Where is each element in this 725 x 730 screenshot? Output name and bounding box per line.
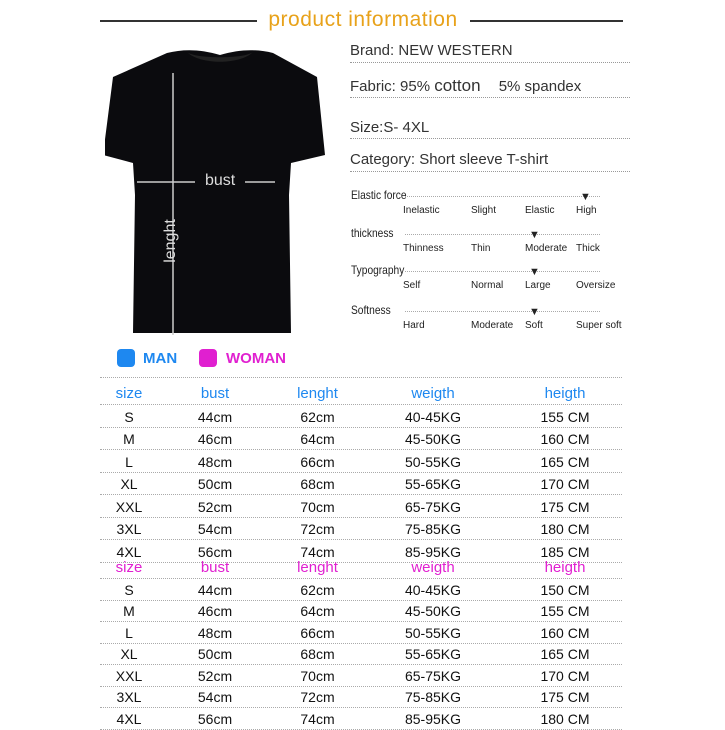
length-label: lenght	[162, 219, 179, 263]
fabric-main: cotton	[434, 76, 481, 95]
cell-size: 3XL	[116, 689, 142, 705]
man-legend-label: MAN	[143, 350, 178, 367]
cell-size: S	[124, 581, 134, 598]
table-row	[100, 518, 622, 540]
cell-bust: 48cm	[197, 624, 233, 641]
scale-title: thickness	[351, 226, 394, 240]
cell-height: 180 CM	[540, 710, 590, 727]
header-bust: bust	[200, 385, 230, 402]
cell-bust: 46cm	[197, 431, 233, 447]
cell-size: L	[125, 624, 133, 641]
table-row	[100, 708, 622, 730]
cell-bust: 44cm	[197, 408, 233, 425]
header-size: size	[115, 385, 143, 402]
scale-option-label: Soft	[525, 320, 543, 331]
bust-label: bust	[205, 172, 236, 189]
scale-option-label: Inelastic	[403, 205, 440, 216]
cell-weight: 40-45KG	[404, 581, 462, 598]
scale-option-label: Thin	[471, 243, 491, 254]
cell-height: 175 CM	[540, 498, 590, 515]
cell-bust: 56cm	[197, 710, 233, 727]
scale-title: Softness	[351, 303, 391, 317]
row-divider	[100, 729, 622, 730]
cell-height: 165 CM	[540, 453, 590, 470]
fabric-label: Fabric: 95%	[350, 78, 431, 95]
table-row	[100, 473, 622, 495]
cell-weight: 75-85KG	[404, 521, 462, 537]
header-weight: weigth	[411, 385, 455, 402]
cell-weight: 55-65KG	[404, 476, 462, 492]
category-info: Category: Short sleeve T-shirt	[350, 151, 549, 168]
cell-height: 185 CM	[540, 543, 590, 560]
size-info: Size:S- 4XL	[350, 119, 430, 136]
cell-size: M	[123, 603, 135, 619]
table-row	[100, 451, 622, 473]
cell-length: 64cm	[300, 603, 335, 619]
header-height: heigth	[544, 559, 586, 576]
cell-size: S	[124, 408, 134, 425]
table-row	[100, 600, 622, 622]
brand-info: Brand: NEW WESTERN	[350, 42, 513, 59]
scale-option-label: Self	[403, 280, 421, 291]
cell-bust: 48cm	[197, 453, 233, 470]
scale-option-label: Hard	[403, 320, 425, 331]
scale-selected-marker-icon: ▼	[529, 266, 540, 278]
scale-line	[405, 196, 600, 197]
man-color-swatch	[117, 349, 135, 367]
cell-size: L	[125, 453, 133, 470]
scale-option-label: Moderate	[471, 320, 514, 331]
cell-weight: 45-50KG	[404, 431, 462, 447]
cell-length: 66cm	[300, 453, 335, 470]
scale-option-label: Slight	[471, 205, 497, 216]
header-bust: bust	[200, 559, 230, 576]
cell-height: 165 CM	[540, 646, 590, 662]
header-length: lenght	[297, 385, 338, 402]
cell-weight: 85-95KG	[404, 710, 462, 727]
cell-length: 62cm	[300, 581, 335, 598]
cell-weight: 65-75KG	[404, 667, 462, 684]
table-row	[100, 428, 622, 450]
table-row	[100, 643, 622, 665]
cell-weight: 75-85KG	[404, 689, 462, 705]
cell-length: 74cm	[300, 710, 335, 727]
cell-bust: 54cm	[197, 689, 233, 705]
scale-line	[405, 234, 600, 235]
divider	[350, 97, 630, 98]
scale-option-label: Normal	[471, 280, 504, 291]
table-header-row	[100, 557, 622, 579]
cell-bust: 50cm	[197, 476, 233, 492]
cell-height: 150 CM	[540, 581, 590, 598]
scale-line	[405, 271, 600, 272]
woman-legend-label: WOMAN	[226, 350, 286, 367]
cell-height: 170 CM	[540, 476, 590, 492]
divider	[350, 62, 630, 63]
cell-height: 155 CM	[540, 408, 590, 425]
cell-bust: 46cm	[197, 603, 233, 619]
header-size: size	[115, 559, 143, 576]
cell-height: 175 CM	[540, 689, 590, 705]
cell-size: XL	[120, 646, 138, 662]
cell-weight: 50-55KG	[404, 624, 462, 641]
divider	[350, 171, 630, 172]
cell-bust: 44cm	[197, 581, 233, 598]
scale-title: Typography	[351, 263, 405, 277]
cell-size: 4XL	[116, 543, 142, 560]
table-row	[100, 665, 622, 687]
cell-height: 155 CM	[540, 603, 590, 619]
woman-color-swatch	[199, 349, 217, 367]
divider	[350, 138, 630, 139]
cell-bust: 52cm	[197, 498, 233, 515]
scale-option-label: Thinness	[403, 243, 444, 254]
scale-option-label: Thick	[576, 243, 600, 254]
scale-option-label: High	[576, 205, 597, 216]
header-weight: weigth	[411, 559, 455, 576]
cell-size: XL	[120, 476, 138, 492]
scale-option-label: Moderate	[525, 243, 568, 254]
table-row	[100, 686, 622, 708]
scale-option-label: Elastic	[525, 205, 555, 216]
cell-length: 62cm	[300, 408, 335, 425]
fabric-extra: 5% spandex	[498, 78, 582, 95]
table-row	[100, 406, 622, 428]
cell-weight: 85-95KG	[404, 543, 462, 560]
cell-weight: 55-65KG	[404, 646, 462, 662]
cell-bust: 56cm	[197, 543, 233, 560]
page-title: product information	[268, 8, 458, 31]
scale-line	[405, 311, 600, 312]
cell-weight: 45-50KG	[404, 603, 462, 619]
cell-size: XXL	[115, 667, 143, 684]
scale-option-label: Large	[525, 280, 551, 291]
cell-size: XXL	[115, 498, 143, 515]
cell-bust: 52cm	[197, 667, 233, 684]
cell-length: 64cm	[300, 431, 335, 447]
scale-selected-marker-icon: ▼	[580, 191, 591, 203]
fabric-info	[350, 76, 630, 96]
tshirt-body-shape	[105, 50, 325, 333]
cell-length: 74cm	[300, 543, 335, 560]
cell-size: 3XL	[116, 521, 142, 537]
table-row	[100, 622, 622, 644]
table-row	[100, 496, 622, 518]
cell-size: 4XL	[116, 710, 142, 727]
header-line-left	[100, 20, 257, 22]
cell-height: 160 CM	[540, 431, 590, 447]
cell-weight: 65-75KG	[404, 498, 462, 515]
cell-length: 68cm	[300, 476, 335, 492]
cell-height: 160 CM	[540, 624, 590, 641]
cell-weight: 40-45KG	[404, 408, 462, 425]
cell-height: 170 CM	[540, 667, 590, 684]
cell-length: 70cm	[300, 667, 335, 684]
table-row	[100, 579, 622, 601]
header-height: heigth	[544, 385, 586, 402]
cell-length: 72cm	[300, 689, 335, 705]
cell-height: 180 CM	[540, 521, 590, 537]
table-header-row	[100, 383, 622, 405]
cell-bust: 54cm	[197, 521, 233, 537]
scale-title: Elastic force	[351, 188, 407, 202]
cell-length: 72cm	[300, 521, 335, 537]
legend-divider	[100, 377, 622, 378]
scale-selected-marker-icon: ▼	[529, 229, 540, 241]
cell-bust: 50cm	[197, 646, 233, 662]
header-line-right	[470, 20, 623, 22]
scale-option-label: Oversize	[576, 280, 616, 291]
scale-option-label: Super soft	[576, 320, 622, 331]
cell-length: 70cm	[300, 498, 335, 515]
cell-length: 68cm	[300, 646, 335, 662]
cell-weight: 50-55KG	[404, 453, 462, 470]
tshirt-image	[105, 45, 335, 340]
cell-length: 66cm	[300, 624, 335, 641]
cell-size: M	[123, 431, 135, 447]
header-length: lenght	[297, 559, 338, 576]
scale-selected-marker-icon: ▼	[529, 306, 540, 318]
